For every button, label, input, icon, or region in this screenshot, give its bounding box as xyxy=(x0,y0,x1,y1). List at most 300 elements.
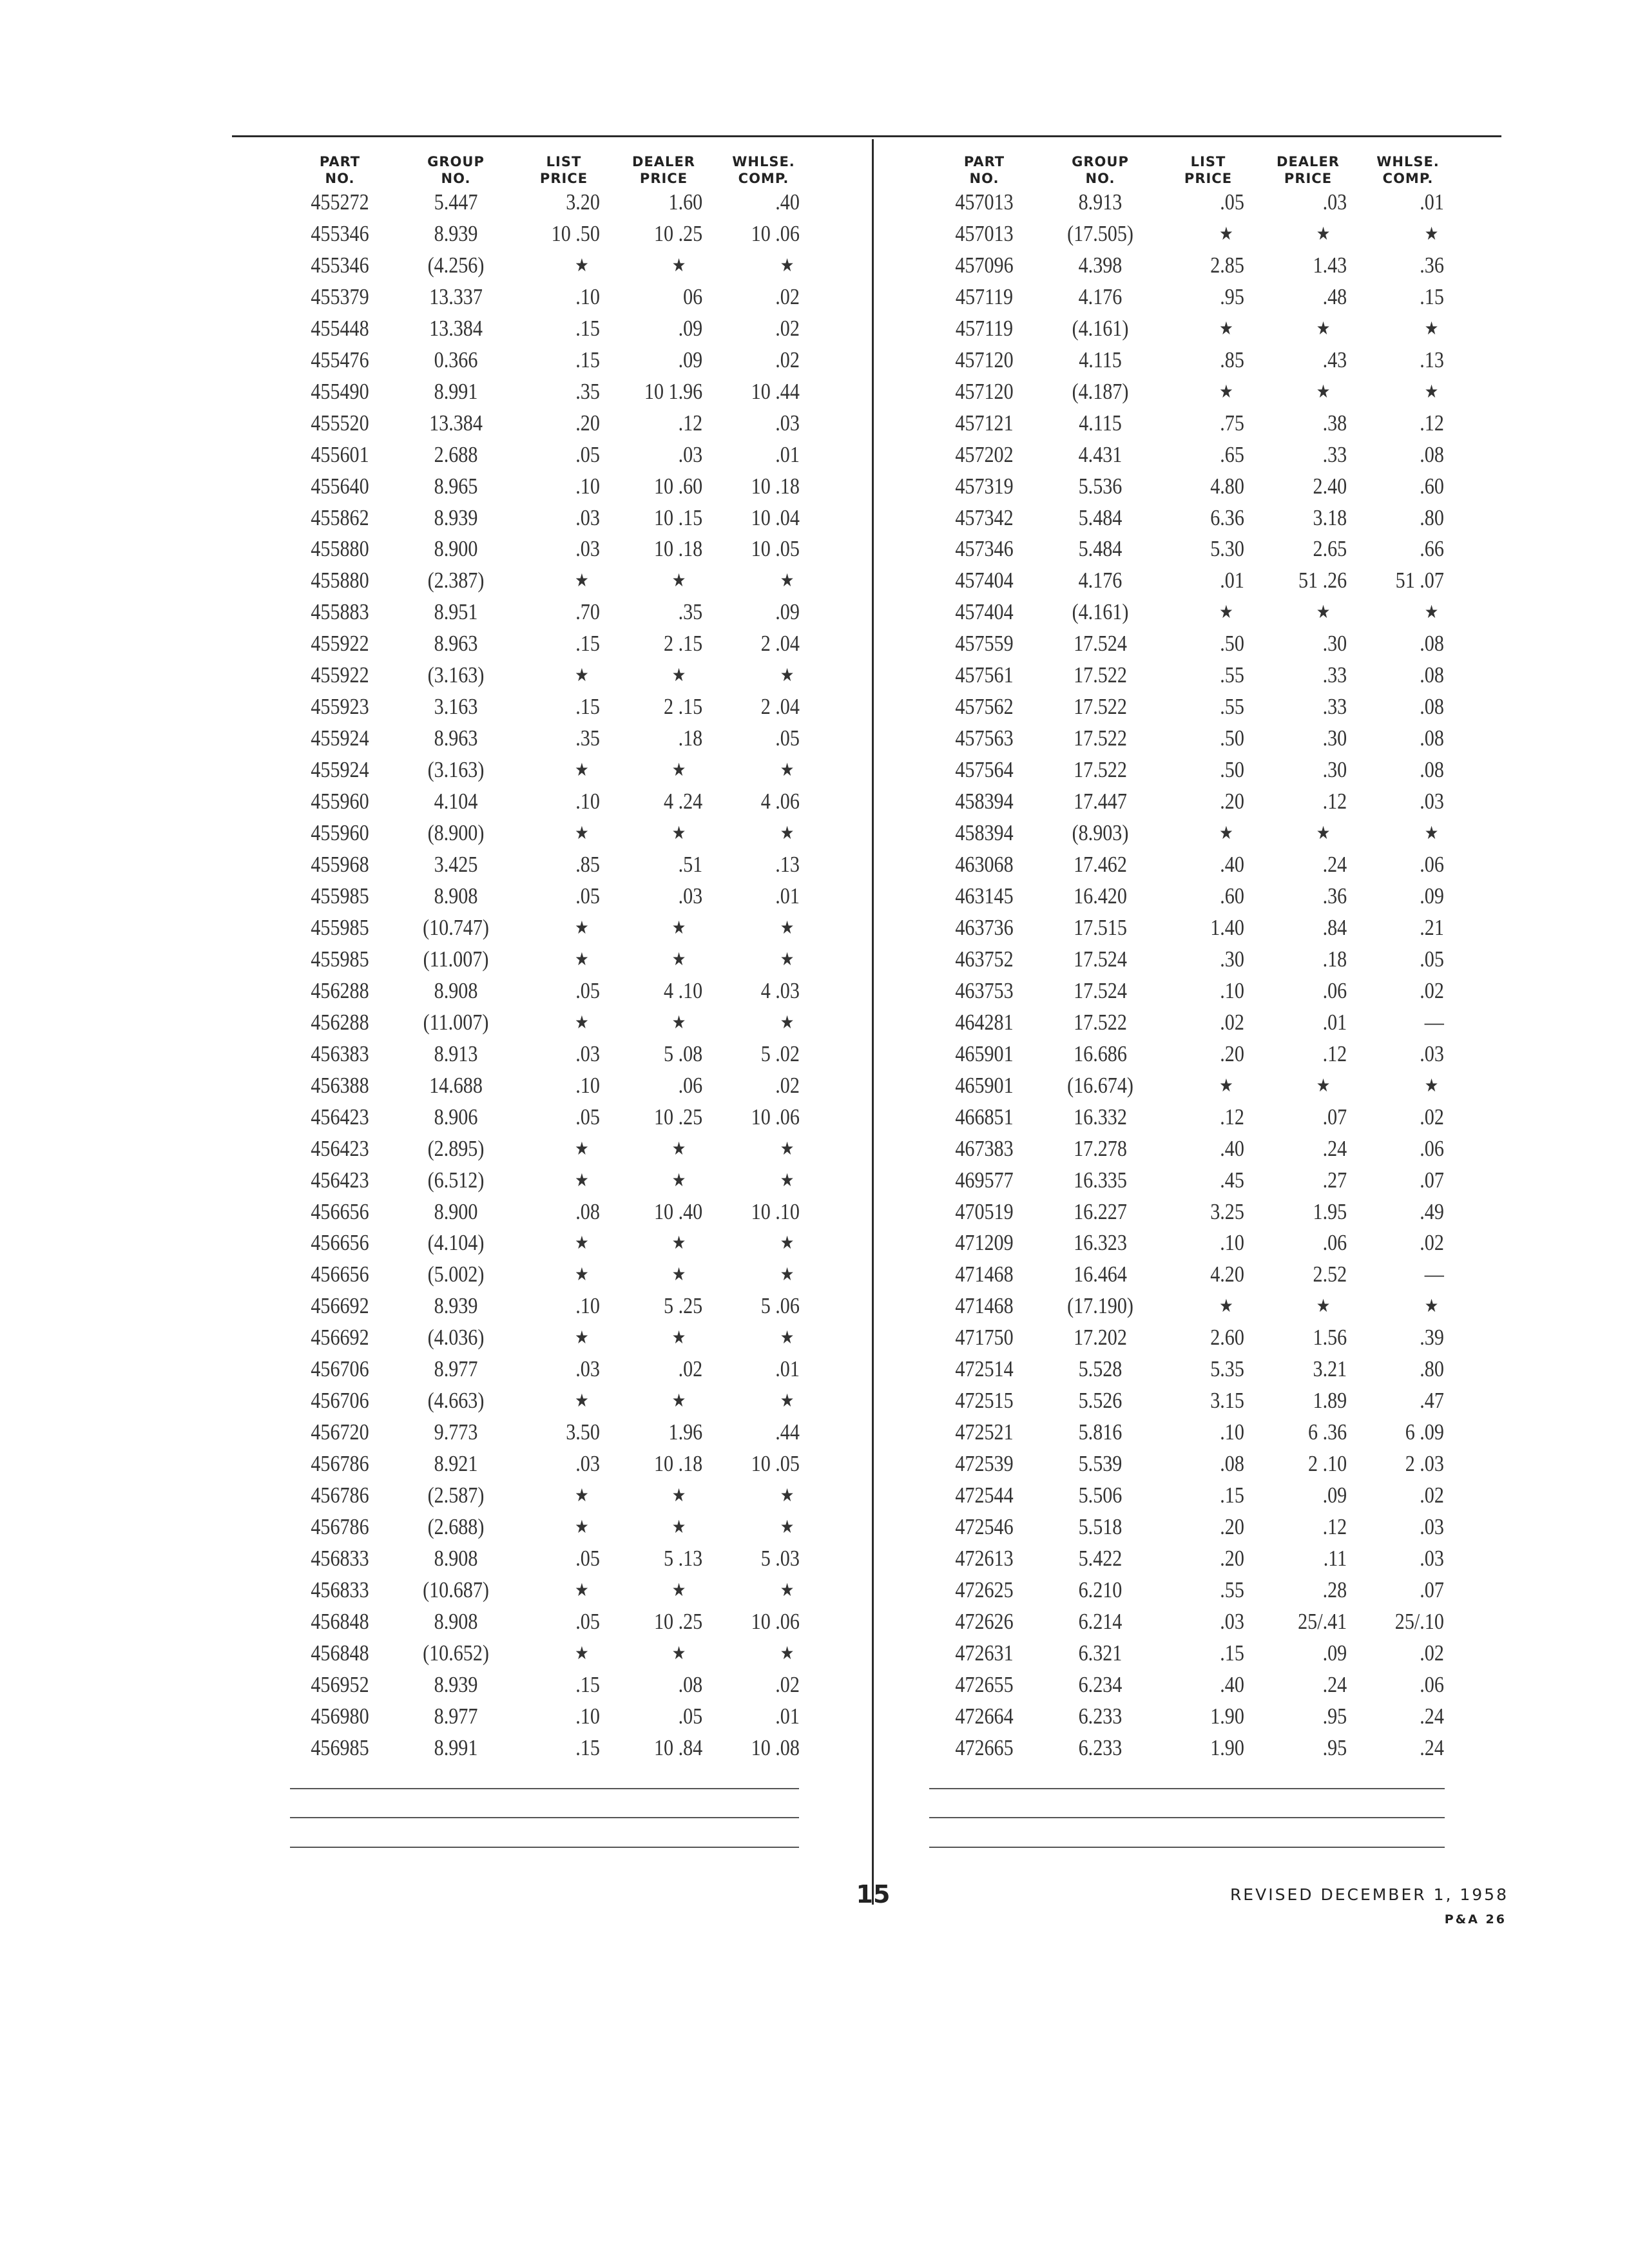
group-no-cell: 8.900 xyxy=(434,1198,478,1224)
whlse-comp-cell: ★ xyxy=(780,759,795,781)
whlse-comp-cell: ★ xyxy=(780,254,795,276)
list-price-cell: .03 xyxy=(575,1451,600,1477)
dealer-price-cell: 06 xyxy=(683,284,703,309)
list-price-cell: 4.80 xyxy=(1210,473,1244,499)
group-no-cell: 4.115 xyxy=(1079,347,1122,372)
list-price-cell: .30 xyxy=(1220,946,1244,972)
whlse-comp-cell: .02 xyxy=(1420,1230,1444,1256)
dealer-price-cell: 25/.41 xyxy=(1298,1608,1347,1634)
whlse-comp-cell: 10 .18 xyxy=(751,473,800,499)
list-price-cell: ★ xyxy=(575,948,589,970)
whlse-comp-cell: .03 xyxy=(1420,1545,1444,1571)
table-row xyxy=(928,376,1456,408)
table-row xyxy=(928,313,1456,345)
list-price-cell: .10 xyxy=(575,1293,600,1319)
table-row xyxy=(284,660,812,691)
whlse-comp-cell: .06 xyxy=(1420,1135,1444,1161)
table-row xyxy=(928,912,1456,944)
part-no-cell: 455272 xyxy=(311,189,369,215)
group-no-cell: 8.939 xyxy=(434,505,478,530)
whlse-comp-cell: .36 xyxy=(1420,252,1444,278)
dealer-price-cell: .38 xyxy=(1322,410,1347,436)
list-price-cell: .20 xyxy=(575,410,600,436)
group-no-cell: 8.908 xyxy=(434,977,478,1003)
part-no-cell: 457120 xyxy=(955,347,1014,372)
whlse-comp-cell: .66 xyxy=(1420,536,1444,562)
table-row xyxy=(284,218,812,250)
table-row xyxy=(284,1039,812,1070)
group-no-cell: 14.688 xyxy=(429,1072,483,1098)
table-row xyxy=(928,1638,1456,1669)
dealer-price-cell: .28 xyxy=(1322,1577,1347,1602)
group-no-cell: 4.431 xyxy=(1078,441,1123,467)
table-row xyxy=(928,1039,1456,1070)
group-no-cell: 5.484 xyxy=(1078,536,1123,562)
whlse-comp-cell: ★ xyxy=(1424,1295,1439,1317)
whlse-comp-cell: ★ xyxy=(780,664,795,686)
list-price-cell: .45 xyxy=(1220,1167,1244,1193)
part-no-cell: 458394 xyxy=(955,789,1014,814)
left-price-table xyxy=(284,149,812,1764)
table-row xyxy=(928,818,1456,849)
part-no-cell: 455520 xyxy=(311,410,369,436)
whlse-comp-cell: .47 xyxy=(1420,1388,1444,1414)
table-row xyxy=(928,345,1456,376)
table-row xyxy=(284,1007,812,1039)
group-no-cell: 17.202 xyxy=(1074,1325,1127,1350)
part-no-header: PART NO. xyxy=(963,154,1005,186)
group-no-cell: 16.335 xyxy=(1074,1167,1127,1193)
whlse-comp-cell: .08 xyxy=(1420,757,1444,783)
group-no-cell: 8.991 xyxy=(434,378,478,404)
table-row xyxy=(284,187,812,218)
group-no-cell: 8.963 xyxy=(434,631,478,657)
table-row xyxy=(284,1638,812,1669)
list-price-cell: .40 xyxy=(1220,1135,1244,1161)
part-no-cell: 456720 xyxy=(311,1419,369,1445)
group-no-cell: 17.447 xyxy=(1074,789,1127,814)
group-no-cell: 8.921 xyxy=(434,1451,478,1477)
dealer-price-cell: ★ xyxy=(671,1232,686,1254)
group-no-cell: 0.366 xyxy=(434,347,478,372)
whlse-comp-cell: 2 .04 xyxy=(760,694,800,720)
whlse-comp-cell: .44 xyxy=(775,1419,800,1445)
group-no-cell: 17.524 xyxy=(1074,631,1127,657)
group-no-cell: 5.422 xyxy=(1078,1545,1123,1571)
part-no-cell: 457096 xyxy=(955,252,1014,278)
part-no-cell: 457013 xyxy=(955,189,1014,215)
group-no-cell: 17.522 xyxy=(1074,1009,1127,1035)
whlse-comp-cell: 5 .03 xyxy=(760,1545,800,1571)
list-price-cell: .85 xyxy=(1220,347,1244,372)
list-price-cell: 2.85 xyxy=(1210,252,1244,278)
whlse-comp-cell: .03 xyxy=(1420,1041,1444,1066)
part-no-cell: 457404 xyxy=(955,599,1014,625)
table-row xyxy=(284,818,812,849)
list-price-cell: .02 xyxy=(1220,1009,1244,1035)
dealer-price-cell: .18 xyxy=(1322,946,1347,972)
list-price-cell: .05 xyxy=(575,441,600,467)
list-price-cell: .03 xyxy=(575,536,600,562)
group-no-cell: 5.506 xyxy=(1078,1483,1123,1508)
whlse-comp-cell: .05 xyxy=(775,726,800,751)
list-price-cell: .03 xyxy=(1220,1608,1244,1634)
dealer-price-cell: .09 xyxy=(1322,1483,1347,1508)
group-no-cell: 4.398 xyxy=(1078,252,1123,278)
list-price-cell: .10 xyxy=(1220,977,1244,1003)
dealer-price-cell: ★ xyxy=(671,1169,686,1191)
document-code: P&A 26 xyxy=(1444,1912,1507,1927)
list-price-cell: 10 .50 xyxy=(551,220,600,246)
part-no-cell: 457121 xyxy=(955,410,1014,436)
list-price-cell: .08 xyxy=(1220,1451,1244,1477)
part-no-cell: 472664 xyxy=(955,1703,1014,1729)
whlse-comp-cell: ★ xyxy=(1424,222,1439,244)
table-row xyxy=(928,1575,1456,1606)
left-price-table-panel xyxy=(284,149,812,1764)
part-no-cell: 457119 xyxy=(955,284,1014,309)
list-price-cell: .55 xyxy=(1220,662,1244,688)
list-price-cell: .15 xyxy=(575,694,600,720)
group-no-cell: (11.007) xyxy=(423,946,489,972)
dealer-price-cell: 3.18 xyxy=(1313,505,1347,530)
list-price-cell: ★ xyxy=(575,1011,589,1033)
list-price-cell: ★ xyxy=(1219,1295,1233,1317)
table-row xyxy=(284,1196,812,1228)
whlse-comp-cell: — xyxy=(1424,1009,1444,1035)
part-no-cell: 456692 xyxy=(311,1325,369,1350)
dealer-price-cell: .08 xyxy=(678,1671,703,1697)
group-no-cell: 17.462 xyxy=(1074,852,1127,878)
list-price-cell: 1.90 xyxy=(1210,1735,1244,1760)
whlse-comp-cell: .05 xyxy=(1420,946,1444,972)
dealer-price-cell: .02 xyxy=(678,1356,703,1382)
whlse-comp-header: WHLSE. COMP. xyxy=(1376,154,1440,186)
list-price-cell: 3.50 xyxy=(566,1419,600,1445)
dealer-price-cell: .18 xyxy=(678,726,703,751)
dealer-price-cell: 10 .40 xyxy=(653,1198,703,1224)
group-no-cell: 2.688 xyxy=(434,441,478,467)
table-row xyxy=(928,250,1456,282)
part-no-cell: 457563 xyxy=(955,726,1014,751)
part-no-cell: 455880 xyxy=(311,536,369,562)
table-row xyxy=(284,597,812,628)
group-no-cell: 13.384 xyxy=(429,410,483,436)
top-rule xyxy=(232,135,1501,137)
part-no-cell: 457559 xyxy=(955,631,1014,657)
part-no-cell: 472539 xyxy=(955,1451,1014,1477)
table-row xyxy=(284,1575,812,1606)
left-table-body xyxy=(284,187,812,1764)
part-no-cell: 463752 xyxy=(955,946,1014,972)
group-no-cell: 6.210 xyxy=(1078,1577,1123,1602)
whlse-comp-cell: 10 .44 xyxy=(751,378,800,404)
table-row xyxy=(928,975,1456,1007)
list-price-cell: 5.35 xyxy=(1210,1356,1244,1382)
whlse-comp-cell: 2 .03 xyxy=(1405,1451,1444,1477)
list-price-cell: .15 xyxy=(575,1735,600,1760)
list-price-cell: .95 xyxy=(1220,284,1244,309)
group-no-cell: 8.991 xyxy=(434,1735,478,1760)
table-row xyxy=(284,565,812,597)
list-price-cell: .20 xyxy=(1220,1545,1244,1571)
table-row xyxy=(284,944,812,975)
part-no-cell: 455960 xyxy=(311,789,369,814)
whlse-comp-cell: 5 .06 xyxy=(760,1293,800,1319)
table-row xyxy=(928,723,1456,754)
part-no-cell: 457319 xyxy=(955,473,1014,499)
dealer-price-cell: .95 xyxy=(1322,1703,1347,1729)
table-row xyxy=(928,786,1456,818)
group-no-cell: (3.163) xyxy=(427,662,485,688)
group-no-cell: (4.663) xyxy=(427,1388,485,1414)
whlse-comp-cell: ★ xyxy=(780,1516,795,1538)
list-price-cell: ★ xyxy=(575,664,589,686)
list-price-cell: ★ xyxy=(1219,222,1233,244)
list-price-cell: .85 xyxy=(575,852,600,878)
whlse-comp-cell: .12 xyxy=(1420,410,1444,436)
list-price-cell: .05 xyxy=(575,977,600,1003)
table-row xyxy=(928,503,1456,534)
table-row xyxy=(284,754,812,786)
whlse-comp-cell: ★ xyxy=(780,1485,795,1506)
table-row xyxy=(928,1196,1456,1228)
dealer-price-cell: 2 .15 xyxy=(664,631,703,657)
table-row xyxy=(928,597,1456,628)
part-no-cell: 456288 xyxy=(311,1009,369,1035)
group-no-cell: (10.747) xyxy=(423,914,489,940)
dealer-price-cell: 5 .13 xyxy=(664,1545,703,1571)
whlse-comp-cell: .02 xyxy=(775,1671,800,1697)
part-no-cell: 457561 xyxy=(955,662,1014,688)
dealer-price-cell: .24 xyxy=(1322,852,1347,878)
table-row xyxy=(928,1417,1456,1448)
dealer-price-cell: .06 xyxy=(1322,977,1347,1003)
group-no-cell: 17.522 xyxy=(1074,757,1127,783)
whlse-comp-cell: .07 xyxy=(1420,1577,1444,1602)
dealer-price-cell: .36 xyxy=(1322,883,1347,908)
group-no-cell: (4.187) xyxy=(1072,378,1129,404)
list-price-cell: ★ xyxy=(1219,601,1233,623)
dealer-price-cell: ★ xyxy=(671,822,686,844)
table-row xyxy=(928,565,1456,597)
whlse-comp-cell: .03 xyxy=(775,410,800,436)
list-price-cell: 3.25 xyxy=(1210,1198,1244,1224)
whlse-comp-cell: .08 xyxy=(1420,694,1444,720)
part-no-cell: 464281 xyxy=(955,1009,1014,1035)
table-row xyxy=(284,1701,812,1733)
group-no-cell: 5.539 xyxy=(1078,1451,1123,1477)
page-number: 15 xyxy=(856,1880,891,1908)
list-price-cell: .40 xyxy=(1220,852,1244,878)
whlse-comp-cell: .01 xyxy=(775,1356,800,1382)
dealer-price-cell: ★ xyxy=(671,1327,686,1349)
list-price-cell: ★ xyxy=(575,1390,589,1412)
group-no-cell: 17.522 xyxy=(1074,694,1127,720)
list-price-cell: .20 xyxy=(1220,1041,1244,1066)
dealer-price-cell: ★ xyxy=(1316,380,1331,402)
part-no-cell: 455476 xyxy=(311,347,369,372)
whlse-comp-cell: .02 xyxy=(775,284,800,309)
part-no-cell: 456952 xyxy=(311,1671,369,1697)
list-price-cell: ★ xyxy=(575,1264,589,1285)
whlse-comp-cell: 5 .02 xyxy=(760,1041,800,1066)
group-no-cell: 8.939 xyxy=(434,1671,478,1697)
group-no-cell: (2.387) xyxy=(427,568,485,593)
list-price-cell: .50 xyxy=(1220,726,1244,751)
whlse-comp-cell: .06 xyxy=(1420,1671,1444,1697)
dealer-price-cell: .11 xyxy=(1323,1545,1347,1571)
table-row xyxy=(928,1227,1456,1259)
dealer-price-cell: .01 xyxy=(1322,1009,1347,1035)
list-price-cell: ★ xyxy=(575,254,589,276)
part-no-cell: 456833 xyxy=(311,1577,369,1602)
table-row xyxy=(928,439,1456,471)
table-row xyxy=(284,628,812,660)
table-row xyxy=(928,1480,1456,1512)
group-no-cell: 6.321 xyxy=(1078,1640,1123,1666)
group-no-cell: 8.913 xyxy=(434,1041,478,1066)
group-no-cell: 3.425 xyxy=(434,852,478,878)
table-row xyxy=(284,1385,812,1417)
whlse-comp-cell: .24 xyxy=(1420,1735,1444,1760)
group-no-cell: 6.234 xyxy=(1078,1671,1123,1697)
part-no-cell: 457562 xyxy=(955,694,1014,720)
list-price-cell: .65 xyxy=(1220,441,1244,467)
part-no-cell: 456423 xyxy=(311,1167,369,1193)
part-no-cell: 471750 xyxy=(955,1325,1014,1350)
dealer-price-header: DEALER PRICE xyxy=(1277,154,1340,186)
list-price-cell: .60 xyxy=(1220,883,1244,908)
group-no-cell: 5.518 xyxy=(1078,1514,1123,1540)
dealer-price-cell: 51 .26 xyxy=(1298,568,1347,593)
table-row xyxy=(928,849,1456,881)
blank-entry-line xyxy=(929,1847,1445,1848)
list-price-cell: 5.30 xyxy=(1210,536,1244,562)
table-row xyxy=(284,1133,812,1165)
group-no-cell: (4.161) xyxy=(1072,315,1129,341)
table-row xyxy=(928,754,1456,786)
dealer-price-cell: 10 .18 xyxy=(653,536,703,562)
part-no-cell: 467383 xyxy=(955,1135,1014,1161)
whlse-comp-cell: 10 .08 xyxy=(751,1735,800,1760)
whlse-comp-cell: .60 xyxy=(1420,473,1444,499)
group-no-cell: 6.214 xyxy=(1078,1608,1123,1634)
part-no-cell: 457119 xyxy=(955,315,1014,341)
list-price-cell: .15 xyxy=(575,347,600,372)
whlse-comp-cell: .08 xyxy=(1420,631,1444,657)
dealer-price-cell: ★ xyxy=(671,1516,686,1538)
dealer-price-cell: ★ xyxy=(671,1642,686,1664)
dealer-price-cell: .24 xyxy=(1322,1671,1347,1697)
list-price-cell: .35 xyxy=(575,726,600,751)
list-price-cell: .35 xyxy=(575,378,600,404)
list-price-cell: 3.20 xyxy=(566,189,600,215)
dealer-price-cell: 10 .25 xyxy=(653,1608,703,1634)
part-no-cell: 455922 xyxy=(311,631,369,657)
group-no-cell: 4.176 xyxy=(1078,568,1123,593)
dealer-price-cell: .12 xyxy=(678,410,703,436)
part-no-cell: 465901 xyxy=(955,1072,1014,1098)
whlse-comp-cell: .09 xyxy=(775,599,800,625)
group-no-cell: (5.002) xyxy=(427,1262,485,1287)
part-no-cell: 465901 xyxy=(955,1041,1014,1066)
header-row xyxy=(284,149,812,187)
list-price-cell: .15 xyxy=(575,1671,600,1697)
list-price-header: LIST PRICE xyxy=(1184,154,1233,186)
table-row xyxy=(284,1543,812,1575)
part-no-cell: 457404 xyxy=(955,568,1014,593)
table-row xyxy=(928,1165,1456,1196)
whlse-comp-cell: 10 .06 xyxy=(751,220,800,246)
list-price-cell: .10 xyxy=(1220,1230,1244,1256)
table-row xyxy=(928,881,1456,912)
dealer-price-cell: 10 .84 xyxy=(653,1735,703,1760)
dealer-price-cell: ★ xyxy=(671,1137,686,1159)
part-no-cell: 457013 xyxy=(955,220,1014,246)
dealer-price-cell: ★ xyxy=(1316,822,1331,844)
part-no-cell: 456848 xyxy=(311,1608,369,1634)
group-no-cell: (8.903) xyxy=(1072,820,1129,846)
dealer-price-cell: ★ xyxy=(1316,1074,1331,1096)
dealer-price-cell: 10 .25 xyxy=(653,220,703,246)
table-row xyxy=(284,408,812,439)
group-no-cell: 8.908 xyxy=(434,883,478,908)
dealer-price-cell: 10 1.96 xyxy=(644,378,703,404)
part-no-cell: 472626 xyxy=(955,1608,1014,1634)
whlse-comp-cell: ★ xyxy=(1424,822,1439,844)
list-price-cell: ★ xyxy=(575,916,589,938)
whlse-comp-cell: .49 xyxy=(1420,1198,1444,1224)
part-no-cell: 472665 xyxy=(955,1735,1014,1760)
table-row xyxy=(284,1512,812,1543)
part-no-cell: 463145 xyxy=(955,883,1014,908)
whlse-comp-cell: .07 xyxy=(1420,1167,1444,1193)
dealer-price-cell: .12 xyxy=(1322,789,1347,814)
table-row xyxy=(284,1165,812,1196)
part-no-cell: 472613 xyxy=(955,1545,1014,1571)
group-no-cell: (4.161) xyxy=(1072,599,1129,625)
table-row xyxy=(284,912,812,944)
group-no-cell: (4.104) xyxy=(427,1230,485,1256)
whlse-comp-cell: — xyxy=(1424,1262,1444,1287)
dealer-price-cell: .84 xyxy=(1322,914,1347,940)
dealer-price-header: DEALER PRICE xyxy=(632,154,695,186)
part-no-cell: 456833 xyxy=(311,1545,369,1571)
dealer-price-cell: 1.89 xyxy=(1313,1388,1347,1414)
part-no-cell: 455923 xyxy=(311,694,369,720)
part-no-cell: 472625 xyxy=(955,1577,1014,1602)
whlse-comp-cell: .06 xyxy=(1420,852,1444,878)
table-row xyxy=(928,1606,1456,1638)
group-no-cell: 4.176 xyxy=(1078,284,1123,309)
dealer-price-cell: ★ xyxy=(671,948,686,970)
whlse-comp-cell: .08 xyxy=(1420,441,1444,467)
list-price-cell: .03 xyxy=(575,505,600,530)
part-no-cell: 457342 xyxy=(955,505,1014,530)
dealer-price-cell: ★ xyxy=(671,1264,686,1285)
whlse-comp-cell: .21 xyxy=(1420,914,1444,940)
dealer-price-cell: ★ xyxy=(1316,601,1331,623)
whlse-comp-header: WHLSE. COMP. xyxy=(732,154,795,186)
list-price-cell: .10 xyxy=(575,789,600,814)
group-no-cell: 4.104 xyxy=(434,789,478,814)
dealer-price-cell: .03 xyxy=(678,883,703,908)
whlse-comp-cell: .02 xyxy=(775,1072,800,1098)
table-row xyxy=(284,691,812,723)
dealer-price-cell: .09 xyxy=(678,315,703,341)
whlse-comp-cell: 10 .05 xyxy=(751,1451,800,1477)
